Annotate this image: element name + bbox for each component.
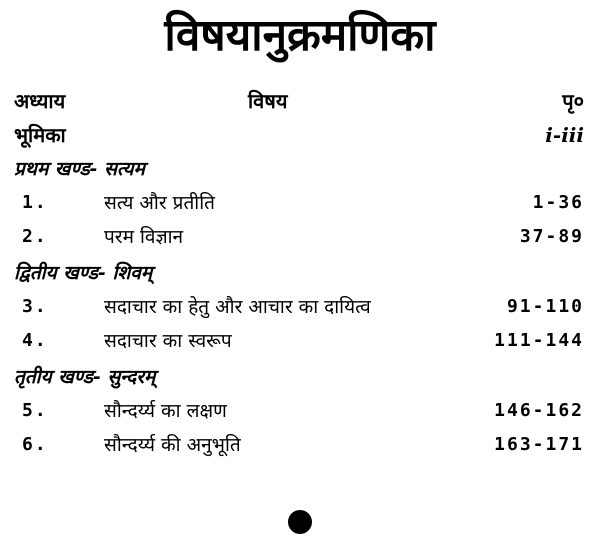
page-title: विषयानुक्रमणिका	[164, 10, 436, 61]
section-heading: तृतीय खण्ड- सुन्दरम्	[14, 366, 156, 388]
page-column-header: पृ०	[562, 89, 584, 113]
entry-number: 6.	[22, 434, 48, 455]
entry-subject: सदाचार का स्वरूप	[104, 330, 232, 352]
toc-entry	[0, 428, 600, 462]
entry-subject: सत्य और प्रतीति	[104, 192, 215, 214]
intro-label: भूमिका	[14, 123, 66, 147]
section-heading: प्रथम खण्ड- सत्यम	[14, 158, 145, 180]
column-header-row	[0, 84, 600, 118]
toc-entry	[0, 324, 600, 358]
toc-entry	[0, 186, 600, 220]
entry-number: 1.	[22, 192, 48, 213]
section-heading-row	[0, 360, 600, 394]
section-heading-row	[0, 152, 600, 186]
toc-entry	[0, 394, 600, 428]
entry-number: 4.	[22, 330, 48, 351]
toc-entry	[0, 220, 600, 254]
entry-subject: सौन्दर्य्य की अनुभूति	[104, 434, 241, 456]
entry-page: 146-162	[494, 400, 584, 421]
chapter-column-header: अध्याय	[14, 89, 66, 113]
entry-subject: सदाचार का हेतु और आचार का दायित्व	[104, 296, 371, 318]
subject-column-header: विषय	[248, 89, 288, 113]
entry-page: 91-110	[506, 296, 584, 317]
section-heading: द्वितीय खण्ड- शिवम्	[14, 262, 153, 284]
section-heading-row	[0, 256, 600, 290]
entry-page: 111-144	[494, 330, 584, 351]
entry-subject: परम विज्ञान	[104, 226, 184, 248]
entry-number: 5.	[22, 400, 48, 421]
intro-row	[0, 118, 600, 152]
toc-entry	[0, 290, 600, 324]
intro-page: i-iii	[545, 123, 584, 147]
entry-page: 37-89	[519, 226, 584, 247]
bullet-dot-icon	[288, 510, 312, 534]
entry-subject: सौन्दर्य्य का लक्षण	[104, 400, 227, 422]
entry-page: 163-171	[494, 434, 584, 455]
entry-page: 1-36	[532, 192, 584, 213]
entry-number: 3.	[22, 296, 48, 317]
entry-number: 2.	[22, 226, 48, 247]
